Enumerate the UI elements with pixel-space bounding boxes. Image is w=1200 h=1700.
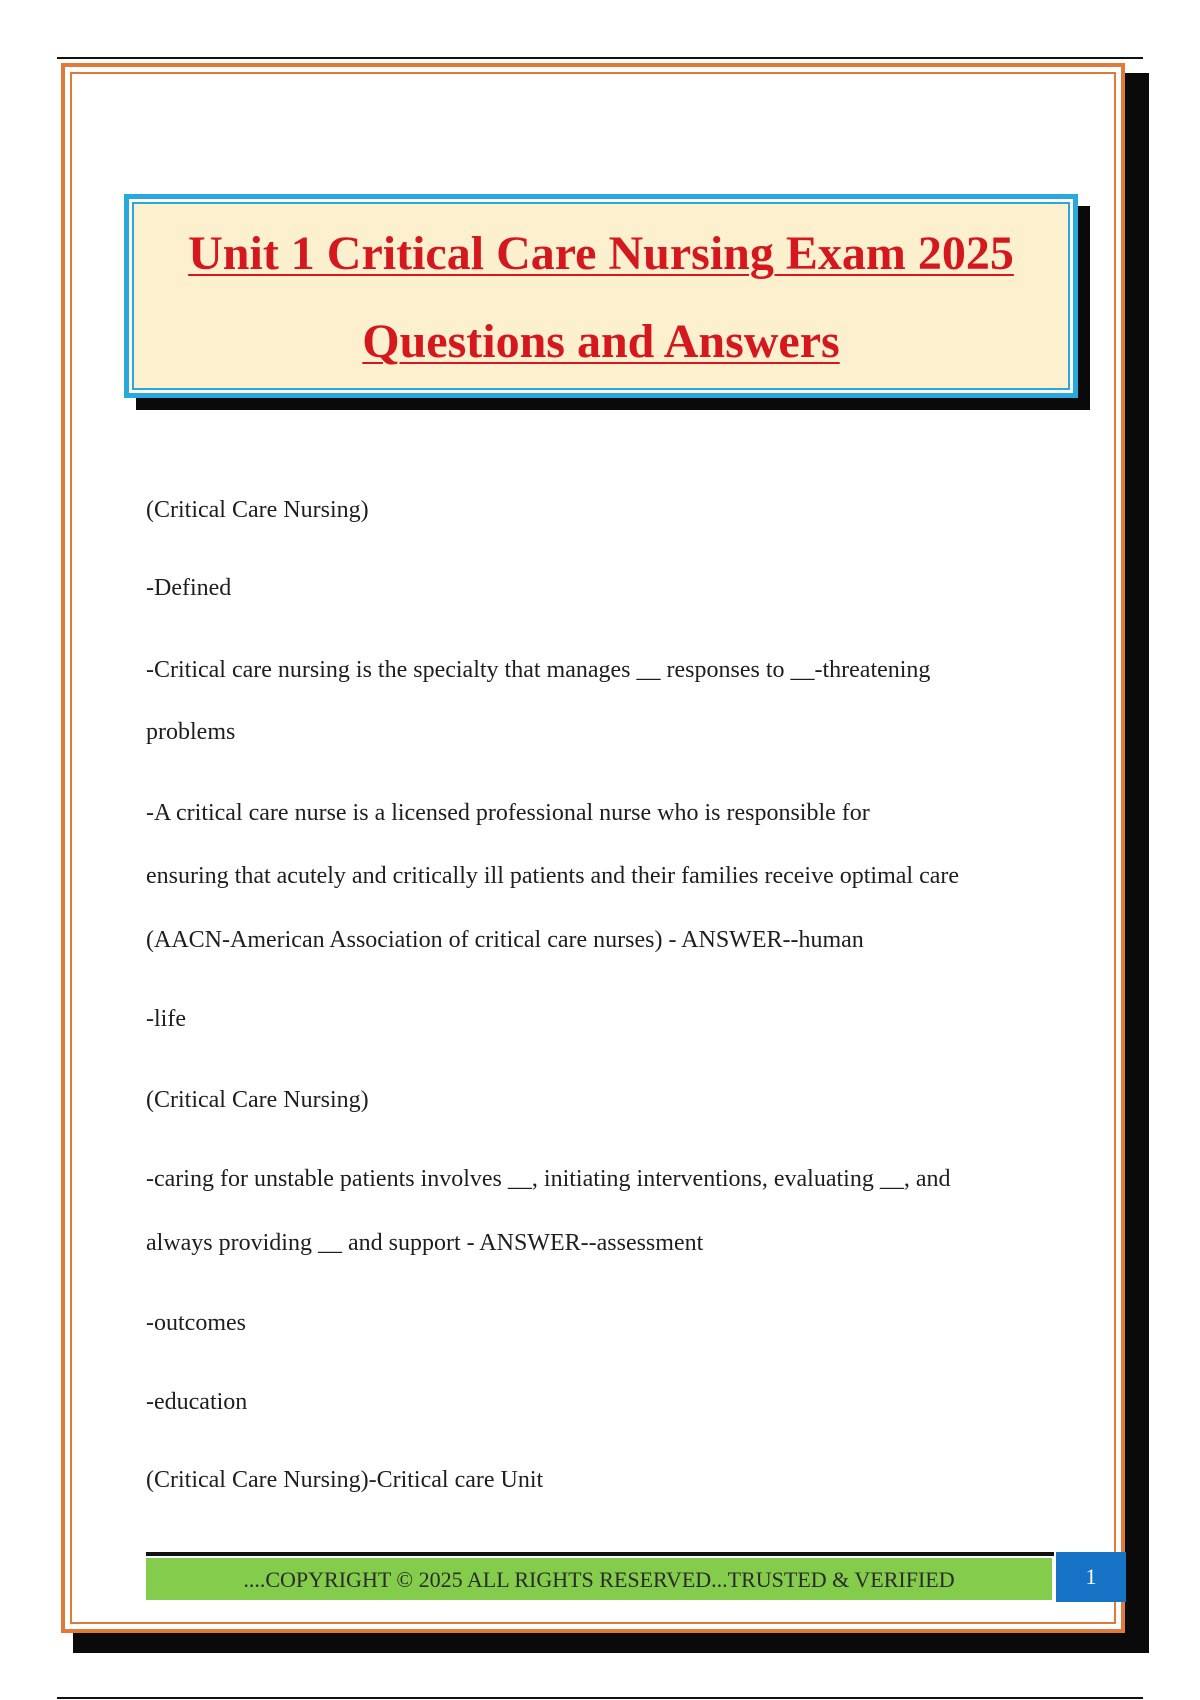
paragraph-line: -Defined xyxy=(146,575,232,601)
copyright-footer: ....COPYRIGHT © 2025 ALL RIGHTS RESERVED...TRUSTED & VERIFIED xyxy=(146,1558,1052,1600)
document-title-line-2: Questions and Answers xyxy=(362,315,840,368)
paragraph-line: (AACN-American Association of critical care nurses) - ANSWER--human xyxy=(146,927,864,953)
paragraph-line: -Critical care nursing is the specialty that manages __ responses to __-threatening xyxy=(146,657,931,683)
page-number: 1 xyxy=(1056,1552,1126,1602)
title-box xyxy=(124,194,1078,398)
top-rule xyxy=(57,57,1143,59)
footer-rule xyxy=(146,1552,1054,1556)
title-box-gap xyxy=(129,199,1073,393)
bottom-rule xyxy=(57,1697,1143,1699)
paragraph-line: -caring for unstable patients involves __, initiating interventions, evaluating __, and xyxy=(146,1166,951,1192)
paragraph-line: -A critical care nurse is a licensed professional nurse who is responsible for xyxy=(146,800,870,826)
title-box-inner xyxy=(132,202,1070,390)
paragraph-line: -life xyxy=(146,1006,186,1032)
document-title-line-1: Unit 1 Critical Care Nursing Exam 2025 xyxy=(188,227,1014,280)
paragraph-line: (Critical Care Nursing) xyxy=(146,497,369,523)
paragraph-line: always providing __ and support - ANSWER--assessment xyxy=(146,1230,704,1256)
paragraph-line: -education xyxy=(146,1389,248,1415)
paragraph-line: (Critical Care Nursing) xyxy=(146,1087,369,1113)
paragraph-line: ensuring that acutely and critically ill patients and their families receive optimal care xyxy=(146,863,960,889)
paragraph-line: problems xyxy=(146,719,236,745)
paragraph-line: -outcomes xyxy=(146,1310,246,1336)
paragraph-line: (Critical Care Nursing)-Critical care Unit xyxy=(146,1467,544,1493)
